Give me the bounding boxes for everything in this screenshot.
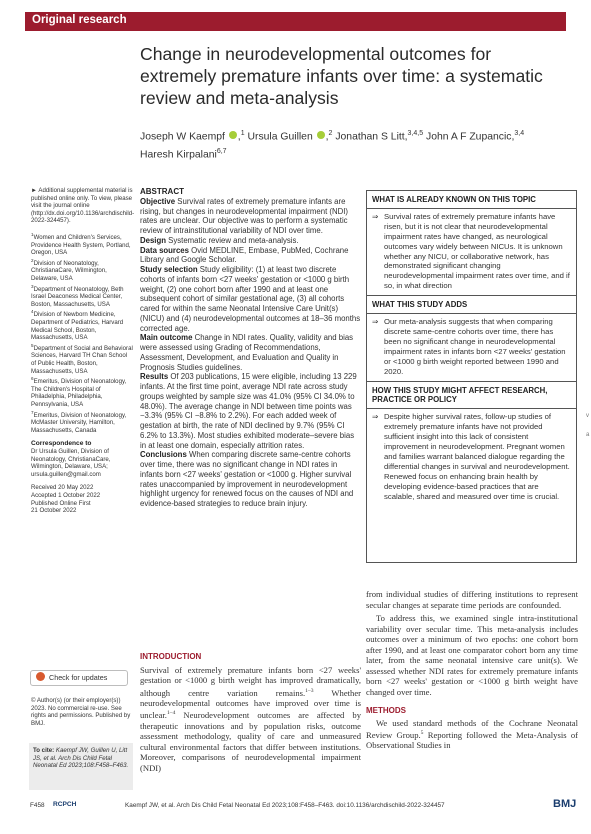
title-line-3: review and meta-analysis	[140, 88, 339, 108]
affiliation-ref: 1	[240, 130, 245, 137]
edge-mark: v	[586, 413, 589, 419]
author-name[interactable]: Joseph W Kaempf	[140, 131, 225, 143]
citation-box	[29, 743, 133, 790]
article-sidebar	[31, 187, 133, 521]
known-heading: WHAT IS ALREADY KNOWN ON THIS TOPIC	[367, 191, 576, 209]
accepted-date: Accepted 1 October 2022	[31, 492, 101, 499]
abstract-conclusions: Conclusions When comparing discrete same-centre cohorts over time, there was no significant change in NDI rates in infants born <27 weeks' gestation or <1000 g. Higher survival rates unaccompanied by improvement in neurodevelopment highlight urgency for renewed focus on the causes of NDI and evidence-based strategies to reduce brain injury.	[140, 450, 354, 508]
affect-heading: HOW THIS STUDY MIGHT AFFECT RESEARCH, PRACTICE OR POLICY	[367, 381, 576, 410]
body-paragraph: To address this, we examined single intra-institutional variability over secular time. This meta-analysis includes outcomes over a minimum of two epochs: one cohort born after 1990, and at least one comparator cohort born any time later, from the same neonatal intensive care unit(s). We assessed whether NDI rates for extremely premature infants born <27 weeks' gestation or <1000 g birth weight have changed over time.	[366, 613, 578, 697]
abstract-design: Design Systematic review and meta-analysis.	[140, 235, 299, 245]
article-title	[140, 43, 570, 109]
edge-mark: a	[586, 432, 590, 438]
received-date: Received 20 May 2022	[31, 484, 94, 492]
publication-dates	[31, 484, 133, 514]
affiliation-ref: 3,4,5	[407, 130, 424, 137]
section-label-bar	[25, 12, 566, 31]
author-name[interactable]: Haresh Kirpalani	[140, 149, 217, 161]
affiliation-ref: 6,7	[216, 148, 227, 156]
abstract-main-outcome: Main outcome Change in NDI rates. Quality, validity and bias were assessed using Grading of Recommendations, Assessment, Development, and Evaluation and Quality in Prognosis Studies guidelines.	[140, 333, 354, 372]
published-date: 21 October 2022	[31, 507, 77, 515]
author-name[interactable]: Ursula Guillen	[247, 131, 313, 143]
affiliation-ref: 2	[328, 130, 333, 137]
correspondence-heading: Correspondence to	[31, 440, 92, 448]
intro-paragraph: Survival of extremely premature infants born <27 weeks' gestation or <1000 g birth weight has improved dramatically, although centre variation remains.$^{1-3}$ Whether neurodevelopmental outcomes have improved over time is unclear.$^{1-4}$ Neurodevelopment outcomes are affected by therapeutic innovations and by population risks, outcome assessment methodology, quality of care and unmeasured cultural environmental factors that differ between institutions. Moreover, comparisons of neurodevelopmental impairment (NDI)	[140, 664, 361, 773]
affect-item	[367, 409, 576, 505]
known-text: Survival rates of extremely premature infants have risen, but it is not clear that neurodevelopmental impairment rates have changed, as neurological outcomes vary widely between NICUs. It is unknown whether any NICU, or collaborative network, has demonstrated significant changing neurodevelopmental impairment rates over time, and if so, in what direction	[384, 211, 570, 291]
body-paragraph: from individual studies of differing institutions to represent secular changes at separate time periods are confounded.	[366, 589, 578, 610]
copyright-notice: © Author(s) (or their employer(s)) 2023. No commercial re-use. See rights and permissions. Published by BMJ.	[31, 697, 131, 727]
author-name[interactable]: John A F Zupancic,	[426, 131, 515, 143]
abstract-objective: Objective Survival rates of extremely premature infants are rising, but changes in neurodevelopmental impairment (NDI) rates are unclear. Our objective was to perform a systematic review of intrainstitutional variability of NDI over time.	[140, 196, 349, 235]
intro-heading: INTRODUCTION	[140, 652, 202, 661]
adds-text: Our meta-analysis suggests that when comparing discrete same-centre cohorts over time, there has been no significant change in neurodevelopmental impairment rates in infants born <27 weeks' gestation or <1000 g birth weight reported between 1990 and 2020.	[384, 317, 566, 376]
orcid-icon[interactable]	[229, 131, 237, 139]
citation-ref[interactable]: 5	[420, 730, 424, 736]
affiliation-ref: 3,4	[514, 130, 525, 137]
title-line-2: extremely premature infants over time: a systematic	[140, 66, 543, 86]
section-label: Original research	[32, 14, 127, 26]
adds-item	[367, 314, 576, 380]
supplemental-note[interactable]: ► Additional supplemental material is published online only. To view, please visit the journal online (http://dx.doi.org/10.1136/archdischild-2022-324457).	[31, 187, 135, 225]
page-number: F458	[30, 802, 45, 809]
correspondence-text[interactable]: Dr Ursula Guillen, Division of Neonatology, ChristianaCare, Wilmington, Delaware, USA; ursula.guillen@gmail.com	[31, 448, 111, 478]
affiliation-item: $^1$Women and Children's Services, Providence Health System, Portland, Oregon, USA	[31, 231, 131, 257]
check-updates-label: Check for updates	[49, 673, 108, 682]
known-item	[367, 209, 576, 295]
affiliation-item: $^5$Department of Social and Behavioral Sciences, Harvard TH Chan School of Public Health, Boston, Massachusetts, USA	[31, 342, 133, 375]
page-footer	[25, 800, 575, 814]
citation-ref[interactable]: 1–4	[166, 710, 176, 717]
abstract-results: Results Of 203 publications, 15 were eligible, including 13 229 infants. At the first time point, average NDI rate across study groups weighted by sample size was 41.0% (95% CI 34.0% to 48.0%). The average change in NDI between time points was −3.3% (95% CI −8.8% to 2.2%). For each added week of gestation at birth, the rate of NDI declined by 9.7% (95% CI 6.2% to 13.3%). Most studies exhibited moderate–severe bias in at least one domain, especially attrition rates.	[140, 372, 357, 450]
affect-text: Despite higher survival rates, follow-up studies of extremely premature infants have not provided sufficient insight into this lack of consistent improvement in neurodevelopment. Pregnant women and families warrant balanced dialogue regarding the differential changes in survival and neurodevelopment. Renewed focus on enhancing brain health by developing evidence-based practices that are scalable, shared and measured over time is crucial.	[384, 412, 570, 501]
abstract-heading: ABSTRACT	[140, 187, 184, 196]
arrow-icon: ⇒	[372, 317, 379, 327]
abstract	[140, 187, 361, 509]
footer-reference[interactable]: Kaempf JW, et al. Arch Dis Child Fetal Neonatal Ed 2023;108:F458–F463. doi:10.1136/archdischild-2022-324457	[125, 802, 445, 809]
check-updates-icon	[36, 672, 45, 681]
affiliation-item: $^4$Division of Newborn Medicine, Department of Pediatrics, Harvard Medical School, Boston, Massachusetts, USA	[31, 309, 124, 342]
affiliation-item: $^7$Emeritus, Division of Neonatology, McMaster University, Hamilton, Massachusetts, Canada	[31, 409, 127, 434]
arrow-icon: ⇒	[372, 211, 379, 221]
introduction	[140, 652, 361, 773]
abstract-data-sources: Data sources Ovid MEDLINE, Embase, PubMed, Cochrane Library and Google Scholar.	[140, 245, 349, 265]
methods-paragraph: We used standard methods of the Cochrane Neonatal Review Group.$^5$ Reporting followed the Meta-Analysis of Observational Studies in	[366, 717, 578, 751]
bmj-logo: BMJ	[553, 798, 577, 810]
arrow-icon: ⇒	[372, 412, 379, 422]
affiliation-item: $^3$Department of Neonatology, Beth Israel Deaconess Medical Center, Boston, Massachusetts, USA	[31, 283, 124, 308]
author-name[interactable]: Jonathan S Litt,	[335, 131, 408, 143]
affiliation-item: $^2$Division of Neonatology, ChristianaCare, Wilmington, Delaware, USA	[31, 257, 107, 282]
check-for-updates-button[interactable]	[30, 670, 128, 686]
citation-ref[interactable]: 1–3	[305, 687, 314, 694]
abstract-study-selection: Study selection Study eligibility: (1) at least two discrete cohorts of infants born <27 weeks' gestation or <1000 g birth weight, (2) one cohort born after 1990 and at least one subsequent cohort of similar gestational age, (3) all cohorts cared for within the same Neonatal Intensive Care Unit(s) (NICU) and (4) neurodevelopmental outcomes at 18–36 months corrected age.	[140, 265, 361, 333]
rcpch-logo: RCPCH	[53, 801, 77, 808]
affiliations	[31, 231, 133, 434]
key-messages-box	[366, 190, 577, 563]
author-list: Joseph W Kaempf ,$^1$ Ursula Guillen ,$^2$ Jonathan S Litt,$^{3,4,5}$ John A F Zupancic,$^{3,4}$ Haresh Kirpalani$^{6,7}$	[140, 130, 525, 161]
methods-heading: METHODS	[366, 706, 406, 715]
cite-label: To cite:	[33, 747, 55, 754]
cite-text: Kaempf JW, Guillen U, Litt JS, et al. Arch Dis Child Fetal Neonatal Ed 2023;108:F458–F463.	[33, 747, 129, 770]
adds-heading: WHAT THIS STUDY ADDS	[367, 295, 576, 314]
title-line-1: Change in neurodevelopmental outcomes for	[140, 44, 492, 64]
published-label: Published Online First	[31, 499, 91, 507]
affiliation-item: $^6$Emeritus, Division of Neonatology, The Children's Hospital of Philadelphia, Philadelphia, Pennsylvania, USA	[31, 376, 127, 409]
orcid-icon[interactable]	[317, 131, 325, 139]
body-right-column	[366, 589, 578, 754]
correspondence	[31, 440, 133, 478]
